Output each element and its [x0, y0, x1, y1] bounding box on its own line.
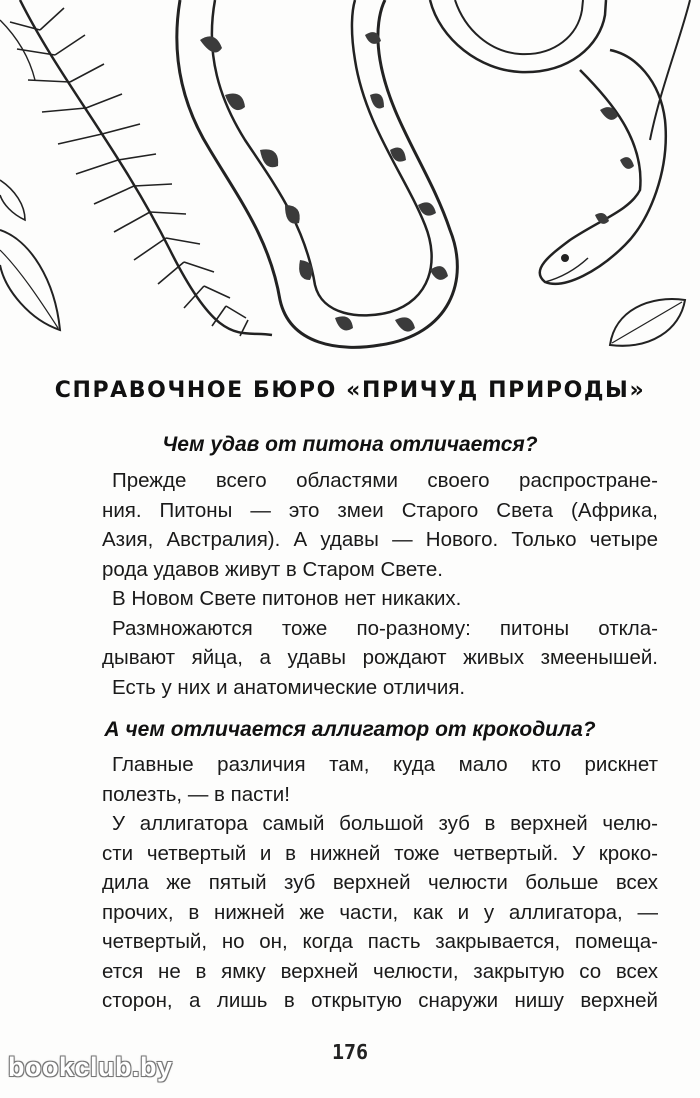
text-line: дывают яйца, а удавы рождают живых змеенышей.: [102, 646, 658, 669]
answer-alligator-crocodile: [102, 750, 658, 1016]
text-line: Прежде всего областями своего распростране-: [112, 469, 658, 492]
text-line: Главные различия там, куда мало кто рискнет: [112, 753, 658, 776]
text-line: прочих, в нижней же части, как и у аллигатора, —: [102, 900, 658, 924]
question-alligator-crocodile: А чем отличается аллигатор от крокодила?: [104, 718, 596, 741]
text-line: полезть, — в пасти!: [102, 782, 290, 806]
text-line: четвертый, но он, когда пасть закрывается, помеща-: [102, 930, 658, 953]
answer-python-boa: [102, 466, 658, 702]
text-line: Азия, Австралия). А удавы — Нового. Только четыре: [102, 528, 658, 551]
text-line: сторон, а лишь в открытую снаружи нишу верхней: [102, 989, 658, 1012]
text-line: У аллигатора самый большой зуб в верхней челю-: [112, 812, 658, 835]
watermark-logo: bookclub.by: [8, 1052, 173, 1082]
text-line: В Новом Свете питонов нет никаких.: [112, 587, 462, 610]
text-line: сти четвертый и в нижней тоже четвертый. У кроко-: [102, 841, 658, 865]
text-line: рода удавов живут в Старом Свете.: [102, 557, 443, 581]
section-heading: СПРАВОЧНОЕ БЮРО «ПРИЧУД ПРИРОДЫ»: [54, 378, 646, 403]
text-line: Есть у них и анатомические отличия.: [112, 675, 466, 699]
text-line: ния. Питоны — это змеи Старого Света (Африка,: [102, 498, 658, 522]
python-fern-illustration: [0, 0, 700, 360]
text-line: Размножаются тоже по-разному: питоны откла-: [112, 616, 658, 640]
text-line: дила же пятый зуб верхней челюсти больше всех: [102, 871, 658, 894]
text-line: ется не в ямку верхней челюсти, закрытую со всех: [102, 959, 658, 983]
question-python-boa: Чем удав от питона отличается?: [162, 433, 538, 456]
page-number: 176: [331, 1040, 369, 1064]
